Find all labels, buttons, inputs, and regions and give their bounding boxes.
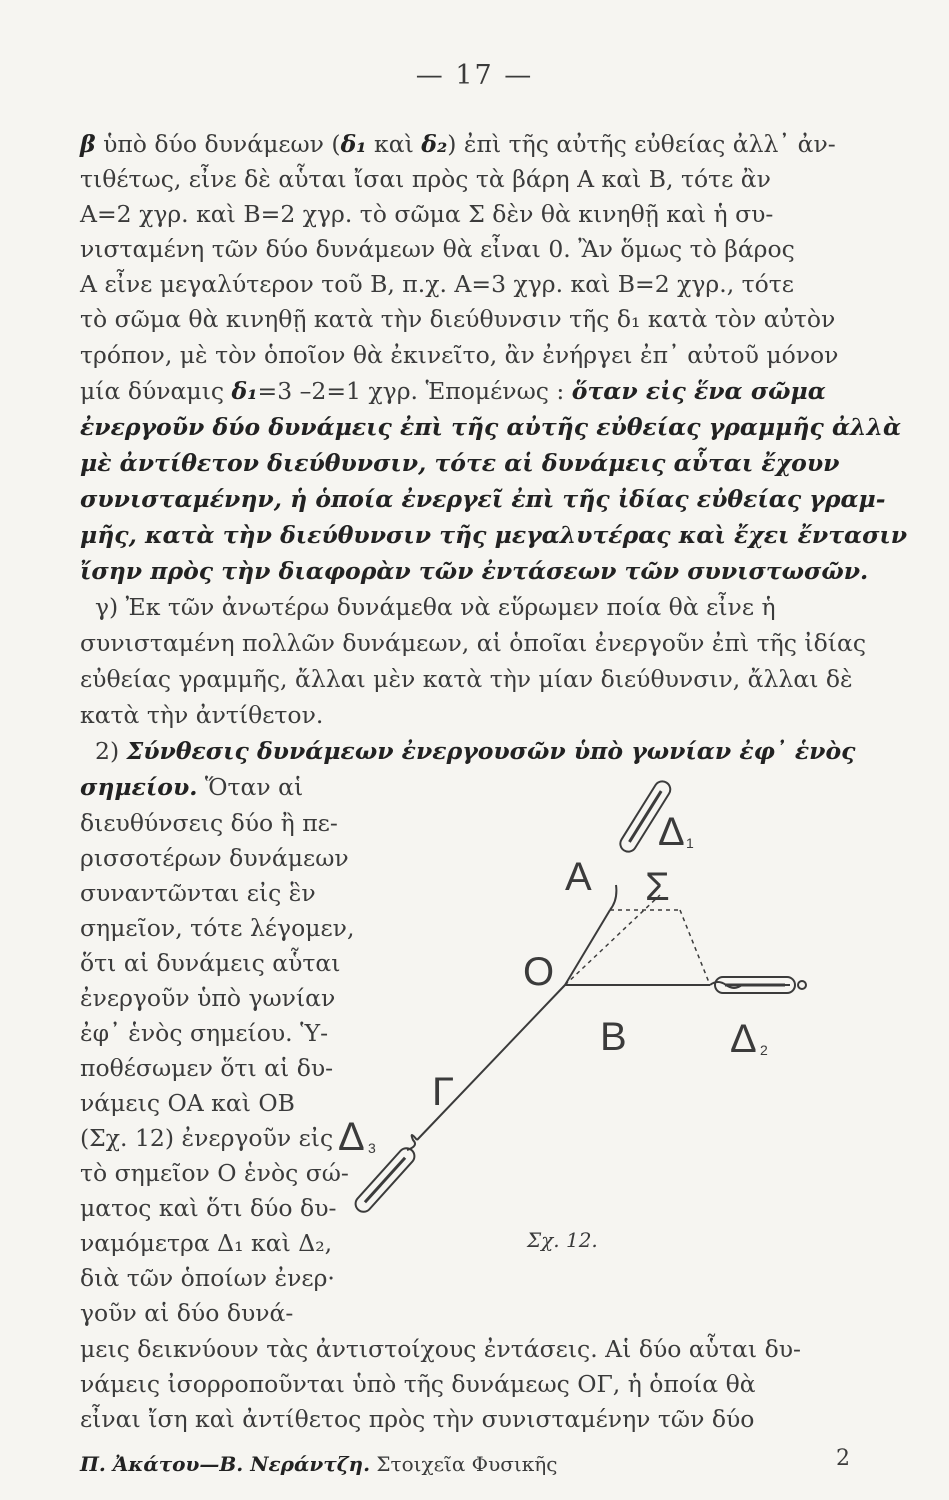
text-line: γ) Ἐκ τῶν ἀνωτέρω δυνάμεθα νὰ εὕρωμεν ποία θὰ εἶνε ἡ <box>95 593 776 621</box>
page-number: — 17 — <box>415 60 534 91</box>
text-line: ἐνεργοῦν ὑπὸ γωνίαν <box>80 984 336 1012</box>
text-line: νάμεις ἰσορροποῦνται ὑπὸ τῆς δυνάμεως ΟΓ, ἡ ὁποία θὰ <box>80 1370 756 1398</box>
text-line: Α εἶνε μεγαλύτερον τοῦ Β, π.χ. Α=3 χγρ. καὶ Β=2 χγρ., τότε <box>80 270 794 298</box>
label-s: Σ <box>645 865 670 909</box>
bold-text: ἴσην πρὸς τὴν διαφορὰν τῶν ἐντάσεων τῶν συνιστωσῶν. <box>80 557 869 585</box>
text-line: διευθύνσεις δύο ἢ πε- <box>80 809 338 837</box>
text-line: ματος καὶ ὅτι δύο δυ- <box>80 1194 337 1222</box>
bold-text: δ₁ <box>231 377 258 405</box>
label-a: Α <box>565 855 592 899</box>
bold-text: β <box>80 130 96 158</box>
bold-text: σημείου. <box>80 773 198 801</box>
label-d1-sub: 1 <box>686 835 694 851</box>
text-line: κατὰ τὴν ἀντίθετον. <box>80 701 324 729</box>
label-d3: Δ <box>338 1115 365 1159</box>
bold-text: μὲ ἀντίθετον διεύθυνσιν, τότε αἱ δυνάμεις αὗται ἔχουν <box>80 449 840 477</box>
text-line: γοῦν αἱ δύο δυνά- <box>80 1299 294 1327</box>
text-segment: καὶ <box>366 130 422 158</box>
label-g: Γ <box>432 1070 455 1114</box>
text-line: Α=2 χγρ. καὶ Β=2 χγρ. τὸ σῶμα Σ δὲν θὰ κινηθῇ καὶ ἡ συ- <box>80 200 774 228</box>
text-line: νάμεις ΟΑ καὶ ΟΒ <box>80 1089 295 1117</box>
label-d3-sub: 3 <box>368 1140 376 1156</box>
text-segment: =3 –2=1 χγρ. Ἑπομένως : <box>257 377 572 405</box>
text-line <box>80 130 840 158</box>
bold-text: συνισταμένην, ἡ ὁποία ἐνεργεῖ ἐπὶ τῆς ἰδίας εὐθείας γραμ- <box>80 485 886 513</box>
label-b: Β <box>600 1015 627 1059</box>
text-line: συνισταμένη πολλῶν δυνάμεων, αἱ ὁποῖαι ἐνεργοῦν ἐπὶ τῆς ἰδίας <box>80 629 866 657</box>
text-line: τὸ σῶμα θὰ κινηθῇ κατὰ τὴν διεύθυνσιν τῆς δ₁ κατὰ τὸν αὐτὸν <box>80 305 836 333</box>
footer-title: Στοιχεῖα Φυσικῆς <box>370 1452 558 1476</box>
text-segment: ) ἐπὶ τῆς αὐτῆς εὐθείας ἀλλ᾽ ἀν- <box>447 130 836 158</box>
text-line: ὅτι αἱ δυνάμεις αὗται <box>80 949 341 977</box>
bold-text: ὅταν εἰς ἕνα σῶμα <box>571 377 826 405</box>
text-line: ρισσοτέρων δυνάμεων <box>80 844 349 872</box>
bold-text: Σύνθεσις δυνάμεων ἐνεργουσῶν ὑπὸ γωνίαν ἐφ᾽ ἑνὸς <box>126 737 856 765</box>
text-segment: μία δύναμις <box>80 377 232 405</box>
force-line-oa <box>565 910 610 985</box>
text-line: τιθέτως, εἶνε δὲ αὗται ἴσαι πρὸς τὰ βάρη Α καὶ Β, τότε ἂν <box>80 165 771 193</box>
label-o: Ο <box>523 950 555 994</box>
text-line <box>80 377 840 405</box>
bold-text: δ₁ <box>340 130 367 158</box>
force-diagram-figure <box>320 760 840 1230</box>
text-line: διὰ τῶν ὁποίων ἐνερ· <box>80 1264 335 1292</box>
figure-caption: Σχ. 12. <box>527 1228 598 1252</box>
label-d1: Δ <box>658 810 685 854</box>
label-d2-sub: 2 <box>760 1042 768 1058</box>
label-d2: Δ <box>730 1017 757 1061</box>
text-line: εἶναι ἴση καὶ ἀντίθετος πρὸς τὴν συνισταμένην τῶν δύο <box>80 1405 755 1433</box>
text-line: ναμόμετρα Δ₁ καὶ Δ₂, <box>80 1229 333 1257</box>
signature-mark: 2 <box>836 1446 850 1471</box>
text-line: τὸ σημεῖον Ο ἑνὸς σώ- <box>80 1159 349 1187</box>
text-line: συναντῶνται εἰς ἓν <box>80 879 316 907</box>
text-line: νισταμένη τῶν δύο δυνάμεων θὰ εἶναι 0. Ἂν ὅμως τὸ βάρος <box>80 235 795 263</box>
footer-authors: Π. Ἀκάτου—Β. Νεράντζη. <box>80 1452 371 1476</box>
text-line: τρόπον, μὲ τὸν ὁποῖον θὰ ἐκινεῖτο, ἂν ἐνήργει ἐπ᾽ αὐτοῦ μόνον <box>80 341 839 369</box>
bold-text: ἐνεργοῦν δύο δυνάμεις ἐπὶ τῆς αὐτῆς εὐθείας γραμμῆς ἀλλὰ <box>80 413 902 441</box>
text-line: σημεῖον, τότε λέγομεν, <box>80 914 355 942</box>
force-line-og <box>417 985 565 1140</box>
text-segment: Ὅταν αἱ <box>197 773 304 801</box>
section-number: 2) <box>95 737 127 765</box>
text-line: εὐθείας γραμμῆς, ἄλλαι μὲν κατὰ τὴν μίαν διεύθυνσιν, ἄλλαι δὲ <box>80 665 853 693</box>
hook-a <box>610 885 616 910</box>
text-line: (Σχ. 12) ἐνεργοῦν εἰς <box>80 1124 334 1152</box>
bold-text: μῆς, κατὰ τὴν διεύθυνσιν τῆς μεγαλυτέρας καὶ ἔχει ἔντασιν <box>80 521 908 549</box>
text-line: ἐφ᾽ ἑνὸς σημείου. Ὑ- <box>80 1019 329 1047</box>
text-line: ποθέσωμεν ὅτι αἱ δυ- <box>80 1054 334 1082</box>
text-line <box>80 773 360 801</box>
text-segment: ὑπὸ δύο δυνάμεων ( <box>95 130 341 158</box>
bold-text: δ₂ <box>421 130 448 158</box>
text-line: μεις δεικνύουν τὰς ἀντιστοίχους ἐντάσεις. Αἱ δύο αὗται δυ- <box>80 1335 801 1363</box>
page-footer <box>80 1446 850 1476</box>
